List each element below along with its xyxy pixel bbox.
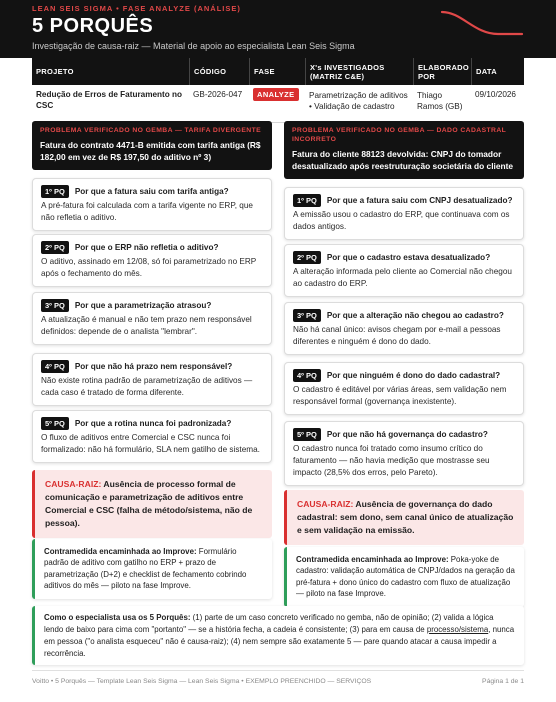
meta-elaborado-line1: Thiago bbox=[417, 91, 443, 100]
why-tag: 4º PQ bbox=[293, 369, 321, 382]
page-number: Página 1 de 1 bbox=[482, 678, 524, 685]
countermeasure-left bbox=[32, 539, 272, 599]
why-card-right-4 bbox=[284, 362, 524, 415]
meta-xs-line1: Parametrização de aditivos bbox=[309, 91, 408, 100]
meta-elaborado bbox=[413, 90, 471, 122]
why-tag: 1º PQ bbox=[293, 194, 321, 207]
root-cause-text: Ausência de governança do dado cadastral: sem dono, sem canal único de atualização e sem validação na emissão. bbox=[297, 499, 514, 535]
why-question: Por que ninguém é dono do dado cadastral? bbox=[326, 371, 501, 380]
meta-header-elaborado: ELABORADO POR bbox=[413, 58, 471, 85]
countermeasure-text: Poka-yoke de cadastro: validação automática de CNPJ/dados na geração da pré-fatura + dono único do cadastro com fluxo de atualização — piloto na fase Improve. bbox=[296, 555, 515, 599]
usage-note-part2: , nunca em pessoa ("o analista esqueceu" não é causa-raiz); (4) nem sempre são exatamente 5 — pare quando atacar a causa impedir a recorrência. bbox=[44, 624, 515, 658]
usage-note bbox=[32, 606, 524, 665]
page-subtitle: Investigação de causa-raiz — Material de apoio ao especialista Lean Seis Sigma bbox=[32, 41, 355, 51]
why-card-left-3 bbox=[32, 292, 272, 345]
meta-header-projeto: PROJETO bbox=[36, 67, 74, 76]
why-card-left-2 bbox=[32, 234, 272, 287]
page-title: 5 PORQUÊS bbox=[32, 15, 154, 37]
why-card-right-3 bbox=[284, 302, 524, 355]
why-question: Por que a fatura saiu com CNPJ desatualizado? bbox=[326, 196, 513, 205]
problem-box-left bbox=[32, 121, 272, 170]
why-question: Por que a fatura saiu com tarifa antiga? bbox=[74, 187, 229, 196]
why-question: Por que a alteração não chegou ao cadastro? bbox=[326, 311, 504, 320]
why-tag: 4º PQ bbox=[41, 360, 69, 373]
footer-left: Voitto • 5 Porquês — Template Lean Seis Sigma — Lean Seis Sigma • EXEMPLO PREENCHIDO — SERVIÇOS bbox=[32, 678, 372, 685]
why-question: Por que não há governança do cadastro? bbox=[326, 430, 488, 439]
footer bbox=[32, 670, 524, 685]
why-card-left-1 bbox=[32, 178, 272, 231]
why-question: Por que o ERP não refletia o aditivo? bbox=[74, 243, 219, 252]
why-question: Por que a parametrização atrasou? bbox=[74, 301, 212, 310]
root-cause-right bbox=[284, 490, 524, 545]
usage-note-underlined: processo/sistema bbox=[426, 624, 489, 634]
root-cause-left bbox=[32, 470, 272, 538]
phase-badge: ANALYZE bbox=[253, 88, 299, 101]
why-answer: O aditivo, assinado em 12/08, só foi parametrizado no ERP após o fechamento do mês. bbox=[41, 257, 257, 278]
meta-header-data: DATA bbox=[471, 58, 524, 85]
why-question: Por que a rotina nunca foi padronizada? bbox=[74, 419, 232, 428]
why-answer: O cadastro é editável por várias áreas, sem validação nem responsável formal (governança inexistente). bbox=[293, 385, 507, 406]
why-answer: Não há canal único: avisos chegam por e-mail a pessoas diferentes e ninguém é dono do dado. bbox=[293, 325, 501, 346]
why-tag: 5º PQ bbox=[41, 417, 69, 430]
meta-xs bbox=[305, 90, 413, 122]
why-card-right-1 bbox=[284, 187, 524, 240]
meta-elaborado-line2: Ramos (GB) bbox=[417, 102, 463, 112]
why-card-left-4 bbox=[32, 353, 272, 406]
why-question: Por que não há prazo nem responsável? bbox=[74, 362, 233, 371]
root-cause-label: CAUSA-RAIZ: bbox=[45, 479, 102, 489]
why-answer: O fluxo de aditivos entre Comercial e CSC nunca foi formalizado: não há formulário, SLA nem gatilho de sistema. bbox=[41, 433, 260, 454]
why-card-right-2 bbox=[284, 244, 524, 297]
usage-note-part1: (1) parte de um caso concreto verificado no gemba, não de opinião; (2) valida a lógica lendo de baixo para cima com "portanto" — se a história fecha, a cadeia é consistente; (3) para em causa de bbox=[44, 613, 494, 634]
why-answer: O cadastro nunca foi tratado como insumo crítico do faturamento — não havia medição que mostrasse seu impacto (28,5% dos erros, pelo Pareto). bbox=[293, 444, 490, 477]
why-tag: 1º PQ bbox=[41, 185, 69, 198]
meta-header-row bbox=[32, 58, 524, 85]
meta-value-row bbox=[32, 85, 524, 123]
meta-xs-line2: • Validação de cadastro bbox=[309, 102, 395, 112]
countermeasure-label: Contramedida encaminhada ao Improve: bbox=[44, 547, 197, 556]
why-card-left-5 bbox=[32, 410, 272, 463]
problem-label-left: PROBLEMA VERIFICADO NO GEMBA — TARIFA DIVERGENTE bbox=[40, 127, 262, 134]
why-answer: A emissão usou o cadastro do ERP, que continuava com os dados antigos. bbox=[293, 210, 510, 231]
problem-text-right: Fatura do cliente 88123 devolvida: CNPJ do tomador desatualizado após reestruturação societária do cliente bbox=[292, 148, 514, 171]
why-tag: 3º PQ bbox=[41, 299, 69, 312]
header bbox=[0, 0, 556, 58]
meta-header-fase: FASE bbox=[249, 58, 305, 85]
meta-header-xs: X's INVESTIGADOS (MATRIZ C&E) bbox=[305, 58, 413, 85]
countermeasure-text: Formulário padrão de aditivo com gatilho no ERP + prazo de parametrização (D+2) e checklist de fechamento cobrindo aditivos do mês — piloto na fase Improve. bbox=[44, 547, 247, 591]
root-cause-text: Ausência de processo formal de comunicação e parametrização de aditivos entre Comercial e CSC (falha de método/sistema, não de pessoa). bbox=[45, 479, 253, 528]
meta-projeto: Redução de Erros de Faturamento no CSC bbox=[36, 90, 183, 110]
why-answer: A atualização é manual e não tem prazo nem responsável definidos: depende de o analista "lembrar". bbox=[41, 315, 252, 336]
left-column bbox=[32, 121, 272, 170]
why-answer: A alteração informada pelo cliente ao Comercial não chegou ao cadastro do ERP. bbox=[293, 267, 512, 288]
why-tag: 5º PQ bbox=[293, 428, 321, 441]
why-card-right-5 bbox=[284, 421, 524, 486]
project-meta-table bbox=[32, 58, 524, 123]
meta-header-codigo: CÓDIGO bbox=[189, 58, 249, 85]
why-tag: 2º PQ bbox=[41, 241, 69, 254]
problem-label-right: PROBLEMA VERIFICADO NO GEMBA — DADO CADASTRAL INCORRETO bbox=[292, 127, 507, 143]
problem-text-left: Fatura do contrato 4471-B emitida com tarifa antiga (R$ 182,00 em vez de R$ 197,50 do aditivo nº 3) bbox=[40, 139, 261, 163]
why-tag: 3º PQ bbox=[293, 309, 321, 322]
decay-curve-icon bbox=[440, 8, 524, 38]
root-cause-label: CAUSA-RAIZ: bbox=[297, 499, 354, 509]
meta-codigo: GB-2026-047 bbox=[193, 90, 243, 99]
header-kicker: LEAN SEIS SIGMA • FASE ANALYZE (ANÁLISE) bbox=[32, 4, 241, 13]
why-answer: Não existe rotina padrão de parametrização de aditivos — cada caso é tratado de forma diferente. bbox=[41, 376, 253, 397]
meta-data: 09/10/2026 bbox=[475, 90, 516, 99]
right-column bbox=[284, 121, 524, 179]
why-tag: 2º PQ bbox=[293, 251, 321, 264]
why-answer: A pré-fatura foi calculada com a tarifa vigente no ERP, que não refletia o aditivo. bbox=[41, 201, 253, 222]
countermeasure-label: Contramedida encaminhada ao Improve: bbox=[296, 555, 449, 564]
problem-box-right bbox=[284, 121, 524, 179]
meta-fase bbox=[249, 90, 305, 122]
usage-note-lead: Como o especialista usa os 5 Porquês: bbox=[44, 613, 191, 622]
why-question: Por que o cadastro estava desatualizado? bbox=[326, 253, 491, 262]
countermeasure-right bbox=[284, 547, 524, 607]
